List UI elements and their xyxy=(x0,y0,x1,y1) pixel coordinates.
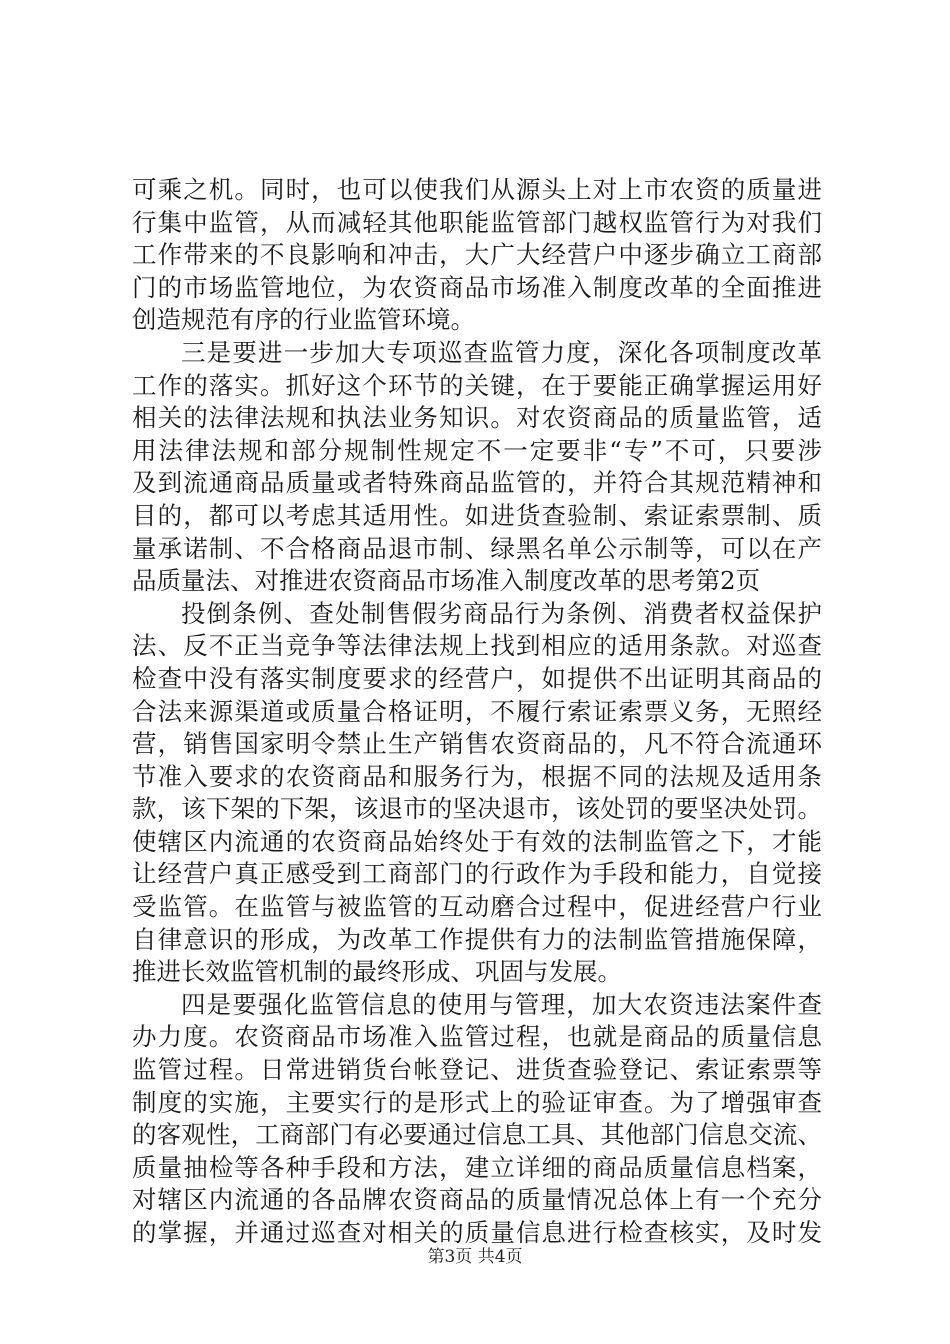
text-line: 对辖区内流通的各品牌农资商品的质量情况总体上有一个充分 xyxy=(132,1185,822,1215)
text-line: 及到流通商品质量或者特殊商品监管的，并符合其规范精神和 xyxy=(132,468,822,498)
text-line: 法、反不正当竞争等法律法规上找到相应的适用条款。对巡查 xyxy=(132,631,822,661)
text-line: 行集中监管，从而减轻其他职能监管部门越权监管行为对我们 xyxy=(132,207,822,237)
text-line: 合法来源渠道或质量合格证明，不履行索证索票义务，无照经 xyxy=(132,696,822,726)
text-line: 质量抽检等各种手段和方法，建立详细的商品质量信息档案， xyxy=(132,1152,822,1182)
text-line: 的客观性，工商部门有必要通过信息工具、其他部门信息交流、 xyxy=(132,1120,822,1150)
text-line: 门的市场监管地位，为农资商品市场准入制度改革的全面推进 xyxy=(132,272,822,302)
document-body xyxy=(132,174,822,1250)
text-line: 工作的落实。抓好这个环节的关键，在于要能正确掌握运用好 xyxy=(132,370,822,400)
page-number-label: 第3页 共4页 xyxy=(427,1247,523,1267)
text-line: 创造规范有序的行业监管环境。 xyxy=(132,305,475,335)
text-line: 品质量法、对推进农资商品市场准入制度改革的思考第2页 xyxy=(132,566,761,596)
text-line: 办力度。农资商品市场准入监管过程，也就是商品的质量信息 xyxy=(132,1022,822,1052)
text-line: 款，该下架的下架，该退市的坚决退市，该处罚的要坚决处罚。 xyxy=(132,794,822,824)
text-line: 用法律法规和部分规制性规定不一定要非“专”不可，只要涉 xyxy=(132,435,822,465)
text-line: 自律意识的形成，为改革工作提供有力的法制监管措施保障， xyxy=(132,924,822,954)
text-line: 检查中没有落实制度要求的经营户，如提供不出证明其商品的 xyxy=(132,663,822,693)
text-line: 可乘之机。同时，也可以使我们从源头上对上市农资的质量进 xyxy=(132,175,822,204)
text-line: 营，销售国家明令禁止生产销售农资商品的，凡不符合流通环 xyxy=(132,729,822,759)
text-line: 推进长效监管机制的最终形成、巩固与发展。 xyxy=(132,957,622,987)
text-line: 四是要强化监管信息的使用与管理，加大农资违法案件查 xyxy=(181,989,822,1019)
text-line: 让经营户真正感受到工商部门的行政作为手段和能力，自觉接 xyxy=(132,859,822,889)
text-line: 投倒条例、查处制售假劣商品行为条例、消费者权益保护 xyxy=(181,598,822,628)
text-line: 节准入要求的农资商品和服务行为，根据不同的法规及适用条 xyxy=(132,761,822,791)
text-line: 量承诺制、不合格商品退市制、绿黑名单公示制等，可以在产 xyxy=(132,533,822,563)
text-line: 的掌握，并通过巡查对相关的质量信息进行检查核实，及时发 xyxy=(132,1218,822,1247)
text-line: 受监管。在监管与被监管的互动磨合过程中，促进经营户行业 xyxy=(132,892,822,922)
text-line: 工作带来的不良影响和冲击，大广大经营户中逐步确立工商部 xyxy=(132,240,822,270)
page-footer xyxy=(0,1242,950,1267)
text-line: 相关的法律法规和执法业务知识。对农资商品的质量监管，适 xyxy=(132,403,822,433)
text-line: 监管过程。日常进销货台帐登记、进货查验登记、索证索票等 xyxy=(132,1055,822,1085)
text-line: 制度的实施，主要实行的是形式上的验证审查。为了增强审查 xyxy=(132,1087,822,1117)
text-line: 使辖区内流通的农资商品始终处于有效的法制监管之下，才能 xyxy=(132,826,822,856)
text-line: 目的，都可以考虑其适用性。如进货查验制、索证索票制、质 xyxy=(132,500,822,530)
text-line: 三是要进一步加大专项巡查监管力度，深化各项制度改革 xyxy=(181,337,822,367)
